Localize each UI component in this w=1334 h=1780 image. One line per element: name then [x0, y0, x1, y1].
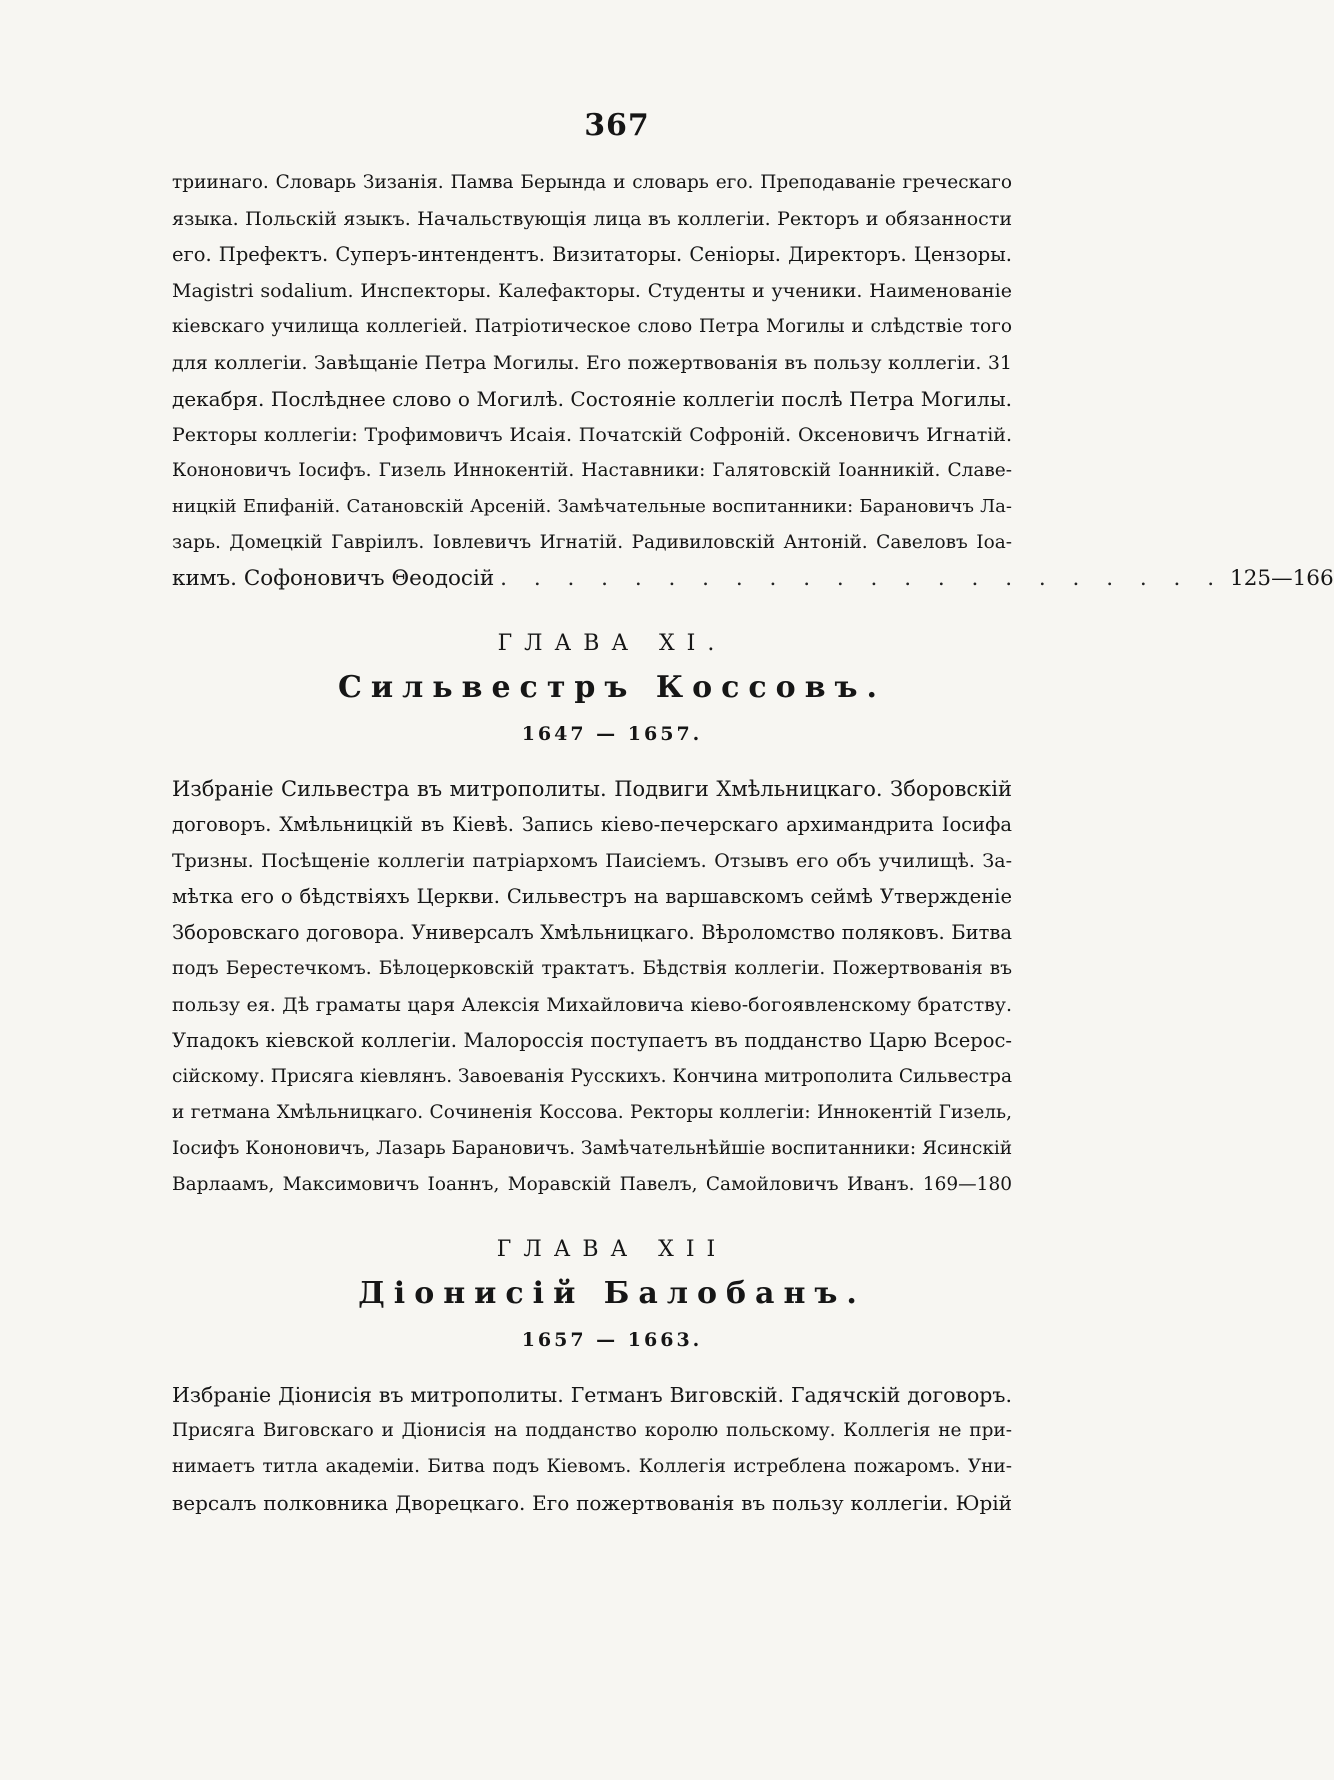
text-line: Ректоры коллегіи: Трофимовичъ Исаія. Початскій Софроній. Оксеновичъ Игнатій.	[172, 424, 1012, 446]
text-line: пользу ея. Дѣ граматы царя Алексія Михайловича кіево-богоявленскому братству.	[172, 994, 1012, 1016]
text-line: языка. Польскій языкъ. Начальствующія лица въ коллегіи. Ректоръ и обязанности	[172, 208, 1012, 230]
chapter-12-years: 1657 — 1663.	[521, 1329, 703, 1351]
text-line: ницкій Епифаній. Сатановскій Арсеній. Замѣчательные воспитанники: Барановичъ Ла-	[172, 496, 1012, 517]
text-line: Кононовичъ Іосифъ. Гизель Иннокентій. Наставники: Галятовскій Іоанникій. Славе-	[172, 460, 1012, 481]
dot-leader: . . . . . . . . . . . . . . . . . . . . . .	[500, 566, 1225, 591]
paragraph-chapter-11-summary	[172, 771, 1012, 1203]
chapter-11-label: ГЛАВА XI.	[497, 631, 727, 656]
chapter-11-years: 1647 — 1657.	[521, 723, 703, 745]
text-line: триинаго. Словарь Зизанія. Памва Берында и словарь его. Преподаваніе греческаго	[172, 172, 1012, 193]
text-line: Избраніе Сильвестра въ митрополиты. Подвиги Хмѣльницкаго. Зборовскій	[172, 777, 1012, 801]
chapter-11-title: Сильвестръ Коссовъ.	[337, 670, 886, 705]
page-number: 367	[584, 108, 650, 143]
text-line: Упадокъ кіевской коллегіи. Малороссія поступаетъ въ подданство Царю Всерос-	[172, 1029, 1012, 1052]
text-line-with-page-range	[172, 561, 1334, 597]
text-line: зарь. Домецкій Гавріилъ. Іовлевичъ Игнатій. Радивиловскій Антоній. Савеловъ Іоа-	[172, 532, 1012, 553]
text-line: декабря. Послѣднее слово о Могилѣ. Состояніе коллегіи послѣ Петра Могилы.	[172, 387, 1012, 411]
page-range: 125—166	[1230, 566, 1334, 591]
text-line: для коллегіи. Завѣщаніе Петра Могилы. Его пожертвованія въ пользу коллегіи. 31	[172, 352, 1012, 374]
paragraph-chapter-12-summary	[172, 1377, 1012, 1521]
text-line: Тризны. Посѣщеніе коллегіи патріархомъ Паисіемъ. Отзывъ его объ училищѣ. За-	[172, 850, 1012, 872]
text-line: Зборовскаго договора. Универсалъ Хмѣльницкаго. Вѣроломство поляковъ. Битва	[172, 921, 1012, 944]
text-line: нимаетъ титла академіи. Битва подъ Кіевомъ. Коллегія истреблена пожаромъ. Уни-	[172, 1456, 1012, 1477]
text-line: его. Префектъ. Суперъ-интендентъ. Визитаторы. Сеніоры. Директоръ. Цензоры.	[172, 243, 1012, 266]
text-line: договоръ. Хмѣльницкій въ Кіевѣ. Запись кіево-печерскаго архимандрита Іосифа	[172, 813, 1012, 836]
text-line: сійскому. Присяга кіевлянъ. Завоеванія Русскихъ. Кончина митрополита Сильвестра	[172, 1066, 1012, 1087]
text-line: кіевскаго училища коллегіей. Патріотическое слово Петра Могилы и слѣдствіе того	[172, 316, 1012, 337]
text-line-last: кимъ. Софоновичъ Θеодосій	[172, 566, 495, 591]
text-line: версалъ полковника Дворецкаго. Его пожертвованія въ пользу коллегіи. Юрій	[172, 1491, 1012, 1515]
text-line: Magistri sodalium. Инспекторы. Калефакторы. Студенты и ученики. Наименованіе	[172, 280, 1012, 302]
text-line: мѣтка его о бѣдствіяхъ Церкви. Сильвестръ на варшавскомъ сеймѣ Утвержденіе	[172, 885, 1012, 908]
text-line: Іосифъ Кононовичъ, Лазарь Барановичъ. Замѣчательнѣйшіе воспитанники: Ясинскій	[172, 1138, 1013, 1159]
text-line: подъ Берестечкомъ. Бѣлоцерковскій трактатъ. Бѣдствія коллегіи. Пожертвованія въ	[172, 958, 1012, 979]
chapter-12-label: ГЛАВА XII	[496, 1237, 728, 1262]
text-line: Избраніе Діонисія въ митрополиты. Гетманъ Виговскій. Гадячскій договоръ.	[172, 1383, 1012, 1407]
text-line: Присяга Виговскаго и Діонисія на подданство королю польскому. Коллегія не при-	[172, 1420, 1012, 1441]
book-page	[172, 108, 1334, 1521]
chapter-12-title: Діонисій Балобанъ.	[358, 1276, 866, 1311]
paragraph-chapter-10-summary	[172, 165, 1334, 597]
text-line: Варлаамъ, Максимовичъ Іоаннъ, Моравскій Павелъ, Самойловичъ Иванъ. 169—180	[172, 1174, 1012, 1195]
text-line: и гетмана Хмѣльницкаго. Сочиненія Коссова. Ректоры коллегіи: Иннокентій Гизель,	[172, 1102, 1012, 1123]
